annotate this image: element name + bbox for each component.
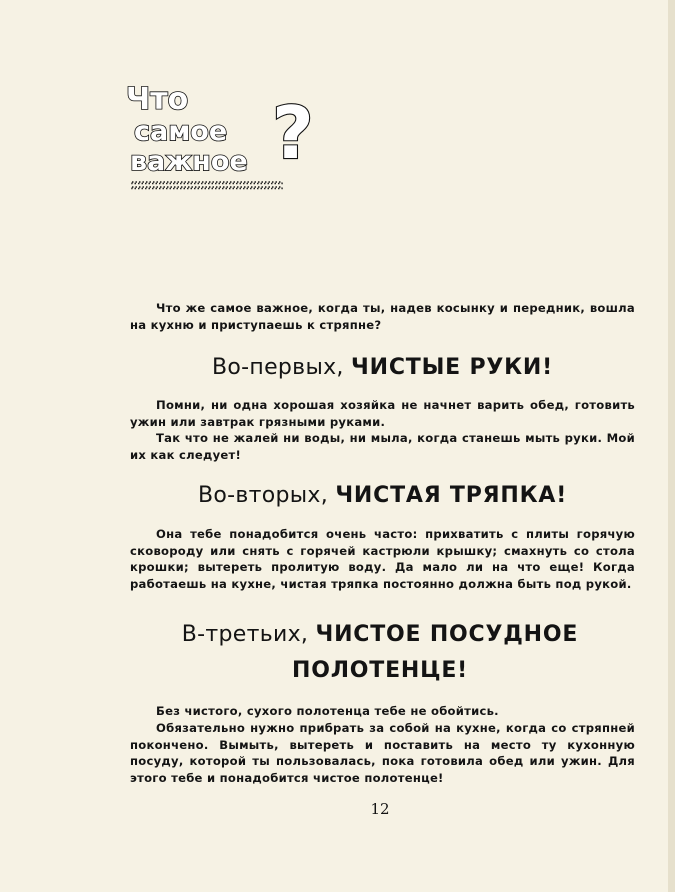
section-3-caps: ЧИСТОЕ ПОСУДНОЕ ПОЛОТЕНЦЕ! (291, 622, 579, 683)
section-2-heading (130, 478, 635, 514)
section-3-lead: В-третьих, (181, 622, 309, 647)
decorative-headline (122, 78, 322, 198)
section-1-lead: Во-первых, (212, 355, 344, 380)
section-1-heading (130, 350, 635, 386)
section-3-paragraph-2: Обязательно нужно прибрать за собой на кухне, когда со стряпней покончено. Вымыть, вытереть и поставить на место ту кухонную посуду, которой ты пользовалась, пока готовила обед или ужин. Для этого тебе и понадобится чистое полотенце! (130, 721, 635, 785)
headline-art (122, 78, 322, 198)
section-1-caps: ЧИСТЫЕ РУКИ! (351, 355, 553, 380)
section-1-paragraph-1: Помни, ни одна хорошая хозяйка не начнет варить обед, готовить ужин или завтрак грязными руками. (130, 398, 635, 429)
page-number: 12 (370, 800, 390, 818)
intro-paragraph: Что же самое важное, когда ты, надев косынку и передник, вошла на кухню и приступаешь к стряпне? (130, 301, 635, 332)
section-2-caps: ЧИСТАЯ ТРЯПКА! (335, 483, 568, 508)
dotted-underline (132, 182, 282, 189)
headline-line-1: Что (126, 82, 189, 117)
section-3-heading (150, 617, 610, 689)
page-edge (668, 0, 675, 892)
question-mark-glyph: ? (272, 91, 314, 175)
headline-line-2: самое (134, 116, 228, 147)
section-2-lead: Во-вторых, (197, 483, 329, 508)
section-3-paragraph-1: Без чистого, сухого полотенца тебе не обойтись. (156, 704, 499, 718)
section-1-paragraph-2: Так что не жалей ни воды, ни мыла, когда станешь мыть руки. Мой их как следует! (130, 431, 635, 462)
section-2-paragraph-1: Она тебе понадобится очень часто: прихватить с плиты горячую сковороду или снять с горячей кастрюли крышку; смахнуть со стола крошки; вытереть пролитую воду. Да мало ли на что еще! Когда работаешь на кухне, чистая тряпка постоянно должна быть под рукой. (130, 527, 635, 591)
headline-line-3: важное (130, 146, 248, 177)
